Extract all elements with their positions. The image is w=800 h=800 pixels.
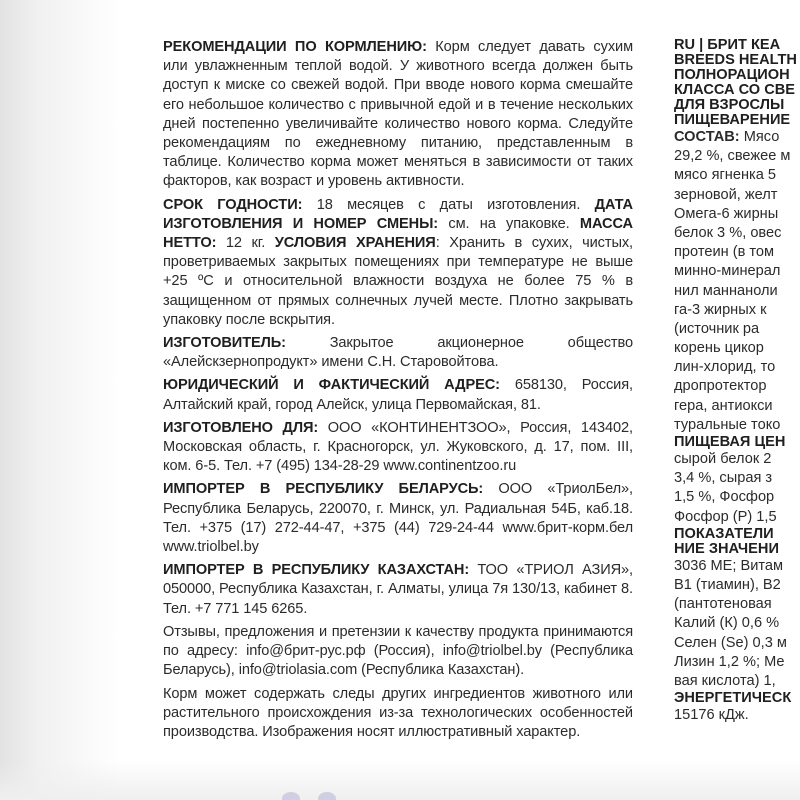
right-column-line: СОСТАВ: Мясо [674, 129, 780, 145]
traces-paragraph: Корм может содержать следы других ингредиентов животного или растительного происхождения из-за технологических особенностей производства. Изображения носят иллюстративный характер. [163, 685, 633, 740]
address-text: 658130, Россия, Алтайский край, город Алейск, улица Первомайская, 81. [163, 377, 633, 413]
importer-by-title: ИМПОРТЕР В РЕСПУБЛИКУ БЕЛАРУСЬ: [163, 481, 484, 498]
decorative-shape [282, 792, 300, 800]
right-column-line: нил маннаноли [674, 282, 778, 299]
right-column-line: КЛАССА СО СВЕ [674, 82, 796, 98]
right-text-column [674, 38, 800, 725]
decorative-shape [318, 792, 336, 800]
package-fold-shadow [0, 0, 120, 800]
right-column-line: сырой белок 2 [674, 451, 772, 467]
right-column-line: гера, антиокси [674, 397, 773, 414]
importer-kz-paragraph [163, 561, 633, 619]
right-column-line: Калий (К) 0,6 % [674, 615, 780, 632]
right-column-line: лин-хлорид, то [674, 359, 776, 376]
importer-by-text: ООО «ТриолБел», Республика Беларусь, 220070, г. Минск, ул. Радиальная 54Б, каб.18. Тел. +375 (17) 272-44-47, +375 (44) 729-24-44 www.брит-корм.бел www.triolbel.by [163, 481, 633, 556]
right-column-line: ДЛЯ ВЗРОСЛЫ [674, 97, 785, 113]
right-column-line: НИЕ ЗНАЧЕНИ [674, 540, 779, 557]
right-column-line: 3,4 %, сырая з [674, 470, 773, 487]
right-column-line: Лизин 1,2 %; Ме [674, 653, 785, 670]
address-title: ЮРИДИЧЕСКИЙ И ФАКТИЧЕСКИЙ АДРЕС: [163, 377, 500, 394]
shelf-storage-paragraph [163, 196, 633, 330]
feeding-paragraph [163, 38, 633, 192]
storage-title: УСЛОВИЯ ХРАНЕНИЯ [265, 235, 436, 252]
mass-title: МАССА НЕТТО: [163, 215, 633, 252]
right-column-line: корень цикор [674, 340, 764, 357]
importer-kz-text: ТОО «ТРИОЛ АЗИЯ», 050000, Республика Казахстан, г. Алматы, улица 7я 130/13, кабинет 8. Тел. +7 771 145 6265. [163, 562, 633, 617]
right-column-line: BREEDS HEALTH [674, 52, 797, 68]
bottom-shadow [0, 760, 800, 800]
right-column-line: 3036 МЕ; Витам [674, 557, 784, 574]
right-column-line: RU | БРИТ КЕА [674, 38, 781, 53]
madefor-paragraph [163, 419, 633, 477]
right-column-line: В1 (тиамин), В2 [674, 576, 781, 593]
right-column-line: Омега-6 жирны [674, 205, 779, 222]
right-column-line: ПИЩЕВАРЕНИЕ [674, 112, 791, 128]
date-text: см. на упаковке. [438, 215, 570, 232]
right-column-line: белок 3 %, овес [674, 224, 782, 241]
madefor-title: ИЗГОТОВЛЕНО ДЛЯ: [163, 419, 319, 436]
importer-kz-title: ИМПОРТЕР В РЕСПУБЛИКУ КАЗАХСТАН: [163, 562, 470, 579]
right-column-line: (пантотеновая [674, 596, 772, 613]
feeding-text: Корм следует давать сухим или увлажненным теплой водой. У животного всегда должен быть доступ к миске со свежей водой. При вводе нового корма смешайте его небольшое количество с привычной едой и в течение нескольких дней постепенно увеличивайте количество нового корма. Следуйте рекомендациям по ежедневному питанию, представленным в таблице. Количество корма может меняться в зависимости от таких факторов, как возраст и уровень активности. [163, 39, 633, 190]
right-column-line: мясо ягненка 5 [674, 167, 777, 184]
right-column-line: га-3 жирных к [674, 301, 767, 318]
composition-title: СОСТАВ: [674, 129, 740, 145]
shelf-text: 18 месяцев с даты изготовления. [302, 196, 581, 213]
shelf-title: СРОК ГОДНОСТИ: [163, 196, 303, 213]
right-column-line: Фосфор (Р) 1,5 [674, 508, 777, 525]
madefor-text: ООО «КОНТИНЕНТЗОО», Россия, 143402, Московская область, г. Красногорск, ул. Жуковского, д. 17, пом. III, ком. 6-5. Тел. +7 (495) 134-28-29 www.continentzoo.ru [163, 419, 633, 475]
right-column-line: ЭНЕРГЕТИЧЕСК [674, 690, 792, 707]
maker-paragraph [163, 334, 633, 372]
right-column-line: 15176 кДж. [674, 707, 749, 724]
right-column-line: туральные токо [674, 416, 781, 433]
right-column-line: вая кислота) 1, [674, 672, 776, 689]
right-column-line: 29,2 %, свежее м [674, 148, 791, 165]
maker-text: Закрытое акционерное общество «Алейскзернопродукт» имени С.Н. Старовойтова. [163, 335, 633, 371]
feeding-title: РЕКОМЕНДАЦИИ ПО КОРМЛЕНИЮ: [163, 39, 427, 55]
right-column-line: ПОКАЗАТЕЛИ [674, 525, 774, 542]
maker-title: ИЗГОТОВИТЕЛЬ: [163, 335, 286, 352]
left-text-column [163, 38, 633, 746]
right-column-line: дропротектор [674, 378, 767, 395]
storage-text: : Хранить в сухих, чистых, проветриваемых закрытых помещениях при температуре не выше +25 ºС и относительной влажности воздуха не более 75 % в защищенном от прямых солнечных лучей месте. Плотно закрывать упаковку после вскрытия. [163, 235, 633, 328]
right-column-line: Селен (Se) 0,3 м [674, 634, 787, 651]
right-column-line: (источник ра [674, 320, 760, 337]
importer-by-paragraph [163, 480, 633, 557]
feedback-paragraph: Отзывы, предложения и претензии к качеству продукта принимаются по адресу: info@брит-рус.рф (Россия), info@triolbel.by (Республика Беларусь), info@triolasia.com (Республика Казахстан). [163, 623, 633, 679]
address-paragraph [163, 376, 633, 414]
right-column-line: минно-минерал [674, 263, 781, 280]
right-column-line: зерновой, желт [674, 186, 778, 203]
right-column-line: ПОЛНОРАЦИОН [674, 67, 790, 83]
mass-text: 12 кг. [216, 235, 266, 252]
right-column-line: 1,5 %, Фосфор [674, 489, 775, 506]
right-column-line: протеин (в том [674, 244, 775, 261]
date-title: ДАТА ИЗГОТОВЛЕНИЯ И НОМЕР СМЕНЫ: [163, 196, 633, 232]
right-column-line: ПИЩЕВАЯ ЦЕН [674, 434, 786, 450]
